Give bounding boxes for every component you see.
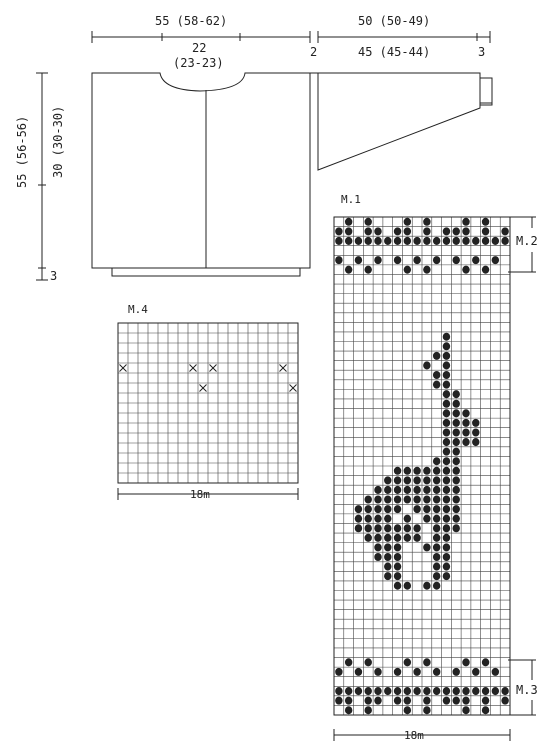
stitch-dot [453,256,460,264]
stitch-dot [384,237,391,245]
stitch-dot [423,266,430,274]
stitch-dot [453,400,460,408]
stitch-dot [374,668,381,676]
stitch-dot [443,381,450,389]
stitch-dot [394,687,401,695]
stitch-dot [433,352,440,360]
stitch-dot [462,419,469,427]
stitch-dot [423,237,430,245]
stitch-dot [413,534,420,542]
stitch-dot [443,419,450,427]
stitch-dot [365,706,372,714]
stitch-dot [501,227,508,235]
stitch-dot [365,687,372,695]
stitch-dot [453,515,460,523]
stitch-dot [423,697,430,705]
stitch-dot [404,476,411,484]
stitch-dot [365,218,372,226]
stitch-dot [453,495,460,503]
stitch-dot [394,534,401,542]
stitch-dot [443,572,450,580]
stitch-dot [433,256,440,264]
stitch-dot [374,515,381,523]
stitch-dot [443,687,450,695]
stitch-dot [423,505,430,513]
stitch-dot [374,495,381,503]
stitch-dot [404,495,411,503]
stitch-dot [413,476,420,484]
stitch-dot [443,563,450,571]
stitch-dot [384,505,391,513]
rib-length-label: 3 [50,269,58,283]
sleeve-width-label: 50 (50-49) [358,14,431,28]
stitch-dot [443,400,450,408]
stitch-dot [394,486,401,494]
stitch-dot [423,515,430,523]
body-width-label: 55 (58-62) [155,14,228,28]
stitch-dot [394,543,401,551]
cuff-width-label: 2 [310,45,318,59]
stitch-dot [365,266,372,274]
stitch-dot [404,237,411,245]
stitch-dot [433,467,440,475]
stitch-dot [482,706,489,714]
stitch-dot [462,428,469,436]
stitch-dot [384,572,391,580]
stitch-dot [384,495,391,503]
stitch-dot [423,658,430,666]
stitch-dot [394,553,401,561]
stitch-dot [443,342,450,350]
stitch-dot [413,495,420,503]
stitch-dot [374,543,381,551]
stitch-dot [394,467,401,475]
stitch-dot [374,687,381,695]
stitch-dot [404,467,411,475]
stitch-dot [413,687,420,695]
stitch-dot [394,668,401,676]
stitch-dot [443,371,450,379]
stitch-dot [404,582,411,590]
stitch-dot [443,457,450,465]
stitch-dot [453,467,460,475]
stitch-dot [482,658,489,666]
stitch-dot [472,428,479,436]
stitch-dot [453,419,460,427]
stitch-dot [462,438,469,446]
stitch-dot [374,237,381,245]
stitch-dot [413,505,420,513]
stitch-dot [443,438,450,446]
stitch-dot [453,687,460,695]
stitch-dot [453,227,460,235]
stitch-dot [433,582,440,590]
stitch-dot [433,524,440,532]
stitch-dot [355,524,362,532]
stitch-dot [462,658,469,666]
stitch-dot [482,237,489,245]
stitch-dot [453,409,460,417]
stitch-dot [433,572,440,580]
stitch-dot [433,381,440,389]
stitch-dot [433,237,440,245]
stitch-dot [462,687,469,695]
stitch-dot [443,553,450,561]
stitch-dot [433,553,440,561]
stitch-dot [374,256,381,264]
stitch-dot [394,476,401,484]
stitch-dot [365,697,372,705]
stitch-dot [345,658,352,666]
stitch-dot [433,515,440,523]
stitch-dot [472,256,479,264]
m4-title: M.4 [128,303,148,316]
stitch-dot [443,476,450,484]
stitch-dot [462,706,469,714]
stitch-dot [355,256,362,264]
stitch-dot [335,256,342,264]
stitch-dot [482,687,489,695]
stitch-dot [462,227,469,235]
stitch-dot [472,668,479,676]
stitch-dot [355,237,362,245]
stitch-dot [443,697,450,705]
stitch-dot [443,361,450,369]
stitch-dot [501,237,508,245]
stitch-dot [423,706,430,714]
stitch-dot [433,687,440,695]
stitch-dot [443,543,450,551]
stitch-dot [453,668,460,676]
stitch-dot [374,486,381,494]
stitch-dot [413,467,420,475]
stitch-dot [443,448,450,456]
left-dimension-lines [36,73,48,280]
stitch-dot [482,266,489,274]
stitch-dot [394,237,401,245]
stitch-dot [472,687,479,695]
stitch-dot [443,390,450,398]
stitch-dot [433,668,440,676]
stitch-dot [443,486,450,494]
stitch-dot [404,697,411,705]
stitch-dot [443,352,450,360]
stitch-dot [413,524,420,532]
stitch-dot [482,218,489,226]
stitch-dot [394,572,401,580]
stitch-dot [394,227,401,235]
stitch-dot [423,476,430,484]
stitch-dot [413,486,420,494]
stitch-dot [462,237,469,245]
stitch-dot [443,227,450,235]
stitch-dot [433,505,440,513]
stitch-dot [492,237,499,245]
stitch-dot [433,563,440,571]
top-dimension-lines [92,31,490,43]
stitch-dot [394,495,401,503]
stitch-dot [365,227,372,235]
stitch-dot [462,266,469,274]
neck-width-label: 22 [192,41,207,55]
m4-width-label: 18m [190,488,210,501]
stitch-dot [345,687,352,695]
stitch-dot [345,237,352,245]
stitch-dot [384,534,391,542]
stitch-dot [404,658,411,666]
stitch-dot [384,524,391,532]
stitch-dot [365,524,372,532]
stitch-dot [345,227,352,235]
sleeve-end-label: 3 [478,45,486,59]
stitch-dot [394,563,401,571]
stitch-dot [355,687,362,695]
stitch-dot [423,467,430,475]
m1-chart-grid [334,217,510,715]
stitch-dot [492,668,499,676]
stitch-dot [453,448,460,456]
stitch-dot [492,256,499,264]
stitch-dot [433,543,440,551]
stitch-dot [453,237,460,245]
stitch-dot [355,668,362,676]
stitch-dot [462,697,469,705]
stitch-dot [335,687,342,695]
stitch-dot [433,486,440,494]
stitch-dot [443,515,450,523]
stitch-dot [443,534,450,542]
stitch-dot [433,534,440,542]
stitch-dot [433,495,440,503]
stitch-dot [453,524,460,532]
stitch-dot [492,687,499,695]
neck-width-sizes-label: (23-23) [173,56,224,70]
m1-width-label: 18m [404,729,424,742]
stitch-dot [482,227,489,235]
armhole-length-label: 30 (30-30) [51,105,65,178]
stitch-dot [374,553,381,561]
m4-chart-grid [118,323,298,483]
stitch-dot [423,495,430,503]
stitch-dot [453,476,460,484]
stitch-dot [501,687,508,695]
stitch-dot [472,438,479,446]
stitch-dot [453,505,460,513]
stitch-dot [423,227,430,235]
stitch-dot [384,476,391,484]
stitch-dot [404,227,411,235]
stitch-dot [384,687,391,695]
stitch-dot [365,237,372,245]
stitch-dot [482,697,489,705]
stitch-dot [355,505,362,513]
stitch-dot [462,218,469,226]
stitch-dot [404,706,411,714]
stitch-dot [413,237,420,245]
stitch-dot [345,706,352,714]
stitch-dot [384,515,391,523]
stitch-dot [365,658,372,666]
stitch-dot [365,495,372,503]
stitch-dot [433,457,440,465]
stitch-dot [345,218,352,226]
stitch-dot [335,668,342,676]
stitch-dot [394,697,401,705]
stitch-dot [453,457,460,465]
stitch-dot [355,515,362,523]
sleeve-length-label: 45 (45-44) [358,45,431,59]
stitch-dot [404,524,411,532]
stitch-dot [404,266,411,274]
stitch-dot [443,524,450,532]
stitch-dot [423,687,430,695]
stitch-dot [443,409,450,417]
stitch-dot [462,409,469,417]
stitch-dot [423,486,430,494]
stitch-dot [374,697,381,705]
stitch-dot [413,668,420,676]
stitch-dot [453,697,460,705]
stitch-dot [374,227,381,235]
stitch-dot [443,428,450,436]
stitch-dot [404,218,411,226]
stitch-dot [394,256,401,264]
m3-label: M.3 [516,683,538,697]
stitch-dot [374,524,381,532]
stitch-dot [374,534,381,542]
stitch-dot [472,237,479,245]
stitch-dot [335,227,342,235]
stitch-dot [404,486,411,494]
stitch-dot [384,563,391,571]
stitch-dot [453,438,460,446]
total-length-label: 55 (56-56) [15,115,29,188]
stitch-dot [335,237,342,245]
stitch-dot [443,495,450,503]
stitch-dot [384,543,391,551]
stitch-dot [345,266,352,274]
m1-title: M.1 [341,193,361,206]
stitch-dot [345,697,352,705]
stitch-dot [365,505,372,513]
stitch-dot [404,687,411,695]
stitch-dot [443,237,450,245]
stitch-dot [404,515,411,523]
stitch-dot [394,582,401,590]
stitch-dot [472,419,479,427]
stitch-dot [394,524,401,532]
stitch-dot [433,371,440,379]
stitch-dot [443,333,450,341]
stitch-dot [335,697,342,705]
stitch-dot [404,534,411,542]
stitch-dot [423,543,430,551]
stitch-dot [374,505,381,513]
stitch-dot [453,486,460,494]
stitch-dot [365,515,372,523]
stitch-dot [413,256,420,264]
stitch-dot [453,428,460,436]
m2-label: M.2 [516,234,538,248]
stitch-dot [501,697,508,705]
stitch-dot [384,486,391,494]
stitch-dot [453,390,460,398]
stitch-dot [433,476,440,484]
stitch-dot [384,553,391,561]
stitch-dot [394,505,401,513]
stitch-dot [423,218,430,226]
stitch-dot [423,582,430,590]
stitch-dot [443,467,450,475]
stitch-dot [423,361,430,369]
stitch-dot [443,505,450,513]
stitch-dot [365,534,372,542]
